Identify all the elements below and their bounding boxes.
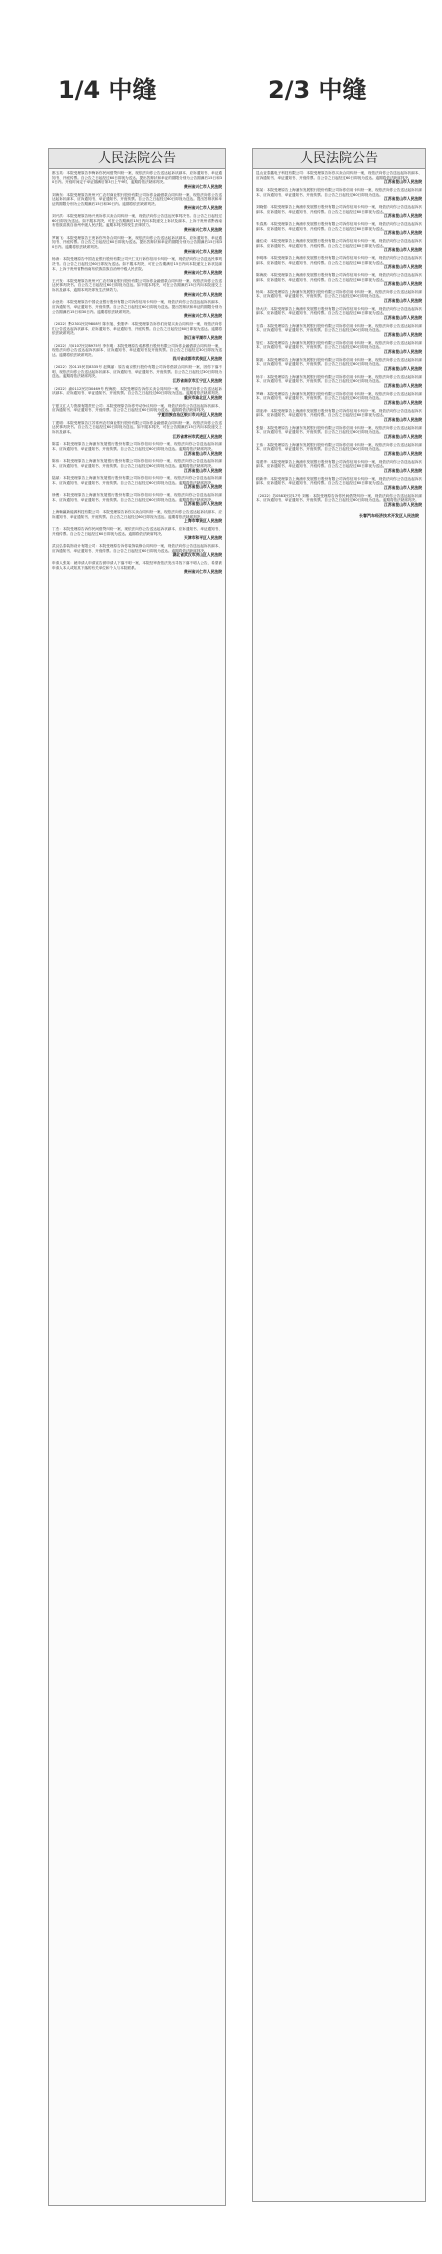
notice-court-signature: 江苏省昆山市人民法院 xyxy=(184,467,222,473)
notice-court-signature: 江苏省昆山市人民法院 xyxy=(384,264,422,270)
notice-item xyxy=(256,477,422,491)
notice-text: 都玉英：本院受理原告李梅诉你民间借贷纠纷一案，现依法向你公告送达起诉状副本、应诉通知书、举证通知书、开庭传票。自公告之日起经过60日即视为送达。提出答辩状和举证的期限分别为公告期满后15日和30日内。开庭时间定于举证期满后第3日上午9时，逾期将依法缺席判决。 xyxy=(52,171,222,185)
notice-text: 丁杰：本院受理原告诉你民间借贷纠纷一案，现依法向你公告送达起诉状副本、应诉通知书、举证通知书、开庭传票。自公告之日起经过60日即视为送达。逾期将依法缺席判决。 xyxy=(52,527,222,536)
notice-court-signature: 上海市奉贤区人民法院 xyxy=(184,518,222,524)
left-notice-list xyxy=(49,169,225,575)
notice-court-signature: 贵州省兴仁市人民法院 xyxy=(184,205,222,211)
left-column-title: 人民法院公告 xyxy=(49,149,225,169)
right-notice-list xyxy=(253,169,425,508)
notice-text: 杨凤：本院受理原告上海浦东发展银行股份有限公司诉你信用卡纠纷一案，现依法向你公告送达起诉状副本、应诉通知书、举证通知书、开庭传票。自公告之日起经过60日即视为送达。 xyxy=(256,289,422,299)
right-notice-column xyxy=(252,148,426,2202)
notice-text: 王兴发：本院受理原告贵州兴仁农村商业银行股份有限公司诉你金融借款合同纠纷一案，现依法向你公告送达民事判决书。自公告之日起经过60日即视为送达。如不服本判决，可在公告期满后15日内向本院递交上诉状及副本，逾期本判决即发生法律效力。 xyxy=(52,278,222,293)
notice-text: 陆斌：本院受理原告上海浦东发展银行股份有限公司诉你信用卡纠纷一案，现依法向你公告送达起诉状副本、应诉通知书、举证通知书、开庭传票。自公告之日起经过60日即视为送达。逾期将依法缺席判决。 xyxy=(52,476,222,485)
notice-court-signature: 江苏省昆山市人民法院 xyxy=(384,230,422,236)
notice-item xyxy=(256,324,422,338)
notice-court-signature: 浙江省平湖市人民法院 xyxy=(184,334,222,340)
notice-item xyxy=(52,459,222,473)
notice-text: 王伟：本院受理原告上海浦东发展银行股份有限公司诉你信用卡纠纷一案，现依法向你公告送达起诉状副本、应诉通知书、举证通知书、开庭传票。自公告之日起经过60日即视为送达。 xyxy=(256,442,422,452)
notice-text: 陈某：本院受理原告上海浦东发展银行股份有限公司诉你信用卡纠纷一案，现依法向你公告送达起诉状副本、应诉通知书、举证通知书、开庭传票。自公告之日起经过60日即视为送达。 xyxy=(256,187,422,197)
notice-text: 刘兴洪：本院受理原告杨兴贵诉你买卖合同纠纷一案，现依法向你公告送达民事判决书。自公告之日起经过60日即视为送达。如不服本判决，可在公告期满后15日内向本院递交上诉状及副本，上诉于贵州省黔西南布依族苗族自治州中级人民法院。逾期本判决即发生法律效力。 xyxy=(52,214,222,228)
notice-text: 杨涛：本院受理原告中国农业银行股份有限公司兴仁支行诉你信用卡纠纷一案，现依法向你公告送达民事判决书。自公告之日起经过60日即视为送达。如不服本判决，可在公告期满后15日内向本院递交上诉状及副本，上诉于贵州省黔西南布依族苗族自治州中级人民法院。 xyxy=(52,257,222,271)
notice-court-signature: 湖北省武汉市洪山区人民法院 xyxy=(172,552,222,558)
notice-court-signature: 江苏省昆山市人民法院 xyxy=(184,501,222,507)
notice-court-signature: 江苏省昆山市人民法院 xyxy=(384,247,422,253)
notice-item xyxy=(256,392,422,406)
notice-item xyxy=(256,341,422,355)
notice-item xyxy=(256,460,422,474)
header-right: 2/3 中缝 xyxy=(268,76,367,104)
notice-text: （2022）黔2301民初9808号 陈东旭、张继华：本院受理原告诉你们房屋买卖合同纠纷一案，现依法向你们公告送达起诉状副本、应诉通知书、举证通知书、开庭传票。自公告之日起经过60日即视为送达。逾期将依法缺席判决。 xyxy=(52,322,222,336)
notice-text: （2022）渝0112民初30469号 程海波：本院受理原告诉你买卖合同纠纷一案，现依法向你公告送达起诉状副本、应诉通知书、举证通知书、开庭传票。自公告之日起经过60日即视为送达。逾期将依法缺席判决。 xyxy=(52,386,222,396)
notice-court-signature: 江苏省昆山市人民法院 xyxy=(384,433,422,439)
notice-court-signature: 宁夏回族自治区银川市兴庆区人民法院 xyxy=(157,411,222,417)
notice-text: 陈雷：本院受理原告上海浦东发展银行股份有限公司诉你信用卡纠纷一案，现依法向你公告送达起诉状副本、应诉通知书、举证通知书、开庭传票。自公告之日起经过60日即视为送达。逾期将依法缺席判决。 xyxy=(52,442,222,451)
notice-text: 朱春燕：本院受理原告上海浦东发展银行股份有限公司诉你信用卡纠纷一案，现依法向你公告送达起诉状副本、应诉通知书、举证通知书、开庭传票。自公告之日起经过60日即视为送达。 xyxy=(256,221,422,231)
notice-text: 陈凯：本院受理原告上海浦东发展银行股份有限公司诉你信用卡纠纷一案，现依法向你公告送达起诉状副本、应诉通知书、举证通知书、开庭传票。自公告之日起经过60日即视为送达。 xyxy=(256,357,422,367)
notice-item xyxy=(52,236,222,255)
notice-item xyxy=(52,442,222,456)
notice-item xyxy=(52,279,222,298)
notice-item xyxy=(52,561,222,575)
notice-item xyxy=(52,365,222,384)
notice-text: 罗朝飞：本院受理原告王贵诉你劳务合同纠纷一案，现依法向你公告送达起诉状副本、应诉通知书、举证通知书、开庭传票。自公告之日起经过60日即视为送达。提出答辩状和举证的期限分别为公告期满后15日和30日内。逾期将依法缺席判决。 xyxy=(52,235,222,249)
notice-court-signature: 贵州省兴仁市人民法院 xyxy=(184,291,222,297)
notice-item xyxy=(256,239,422,253)
notice-court-signature: 江苏省昆山市人民法院 xyxy=(384,315,422,321)
notice-item xyxy=(52,171,222,190)
notice-court-signature: 江苏省昆山市人民法院 xyxy=(384,179,422,185)
notice-court-signature: 江苏省南京市江宁区人民法院 xyxy=(172,377,222,383)
notice-court-signature: 贵州省兴仁市人民法院 xyxy=(184,270,222,276)
notice-item xyxy=(52,476,222,490)
notice-court-signature: 贵州省兴仁市人民法院 xyxy=(184,313,222,319)
notice-item xyxy=(52,322,222,341)
notice-item xyxy=(256,426,422,440)
notice-court-signature: 江苏省昆山市人民法院 xyxy=(384,383,422,388)
notice-text: 陈伟：本院受理原告上海浦东发展银行股份有限公司诉你信用卡纠纷一案，现依法向你公告送达起诉状副本、应诉通知书、举证通知书、开庭传票。自公告之日起经过60日即视为送达。逾期将依法缺席判决。 xyxy=(52,459,222,468)
notice-item xyxy=(52,387,222,401)
notice-court-signature: 江苏省昆山市人民法院 xyxy=(384,501,422,507)
notice-text: 周建华：本院受理原告上海浦东发展银行股份有限公司诉你信用卡纠纷一案，现依法向你公告送达起诉状副本、应诉通知书、举证通知书、开庭传票。自公告之日起经过60日即视为送达。 xyxy=(256,459,422,469)
notice-item xyxy=(52,300,222,319)
notice-court-signature: 江苏省昆山市人民法院 xyxy=(384,213,422,219)
notice-court-signature: 江苏省昆山市人民法院 xyxy=(384,349,422,355)
notice-item xyxy=(256,205,422,219)
notice-court-signature: 江苏省常州市武进区人民法院 xyxy=(172,433,222,439)
notice-court-signature: 江苏省昆山市人民法院 xyxy=(384,332,422,338)
notice-text: 申请人张某：就申请人申请宣告被申请人下落不明一案，本院经审查依法发出寻找下落不明人公告，希望被申请人本人或知其下落的有关单位和个人与本院联系。 xyxy=(52,561,222,570)
notice-item xyxy=(256,273,422,287)
notice-item xyxy=(52,214,222,233)
notice-text: 张磊：本院受理原告上海浦东发展银行股份有限公司诉你信用卡纠纷一案，现依法向你公告送达起诉状副本、应诉通知书、举证通知书、开庭传票。自公告之日起经过60日即视为送达。 xyxy=(256,425,422,435)
notice-item xyxy=(256,256,422,270)
notice-item xyxy=(52,527,222,541)
notice-court-signature: 江苏省昆山市人民法院 xyxy=(384,196,422,202)
notice-text: 宁夏文汇人力资源有限责任公司：本院受理原告诉你劳动争议纠纷一案，现依法向你公告送达起诉状副本、应诉通知书、举证通知书、开庭传票。自公告之日起经过60日即视为送达。逾期将依法缺席判决。 xyxy=(52,403,222,413)
notice-court-signature: 贵州省兴仁市人民法院 xyxy=(184,183,222,189)
notice-court-signature: 江苏省昆山市人民法院 xyxy=(384,484,422,490)
notice-text: 罗峰：本院受理原告上海浦东发展银行股份有限公司诉你信用卡纠纷一案，现依法向你公告送达起诉状副本、应诉通知书、举证通知书、开庭传票。自公告之日起经过60日即视为送达。 xyxy=(256,391,422,401)
notice-court-signature: 贵州省兴仁市人民法院 xyxy=(184,248,222,254)
notice-court-signature: 江苏省昆山市人民法院 xyxy=(384,467,422,473)
notice-court-signature: 江苏省昆山市人民法院 xyxy=(384,450,422,456)
right-column-footer: 长春汽车经济技术开发区人民法院 xyxy=(359,512,419,518)
notice-court-signature: 江苏省昆山市人民法院 xyxy=(384,416,422,422)
notice-court-signature: 贵州省兴仁市人民法院 xyxy=(184,226,222,232)
notice-text: 杨宇：本院受理原告上海浦东发展银行股份有限公司诉你信用卡纠纷一案，现依法向你公告送达起诉状副本、应诉通知书、举证通知书、开庭传票。自公告之日起经过60日即视为送达。 xyxy=(256,374,422,384)
notice-court-signature: 四川省成都市武侯区人民法院 xyxy=(172,356,222,362)
notice-text: 陈海波：本院受理原告上海浦东发展银行股份有限公司诉你信用卡纠纷一案，现依法向你公告送达起诉状副本、应诉通知书、举证通知书、开庭传票。自公告之日起经过60日即视为送达。 xyxy=(256,272,422,282)
notice-item xyxy=(256,171,422,185)
notice-item xyxy=(256,307,422,321)
notice-text: 武汉弘泰装饰设计有限公司：本院受理原告诉你装饰装修合同纠纷一案，现依法向你公告送达起诉状副本、应诉通知书、举证通知书、开庭传票。自公告之日起经过60日即视为送达。逾期将依法缺席判决。 xyxy=(52,544,222,553)
notice-text: （2022）苏0583民初17号 刘敏：本院受理原告诉你民间借贷纠纷一案，现依法向你公告送达起诉状副本、应诉通知书、举证通知书、开庭传票。自公告之日起经过60日即视为送达。逾期将依法缺席判决。 xyxy=(256,493,422,503)
notice-text: 潘红成：本院受理原告上海浦东发展银行股份有限公司诉你信用卡纠纷一案，现依法向你公告送达起诉状副本、应诉通知书、举证通知书、开庭传票。自公告之日起经过60日即视为送达。 xyxy=(256,238,422,248)
notice-court-signature: 江苏省昆山市人民法院 xyxy=(184,484,222,490)
notice-court-signature: 重庆市渝北区人民法院 xyxy=(184,394,222,400)
notice-item xyxy=(52,510,222,524)
notice-item xyxy=(256,409,422,423)
notice-text: 管红：本院受理原告上海浦东发展银行股份有限公司诉你信用卡纠纷一案，现依法向你公告送达起诉状副本、应诉通知书、举证通知书、开庭传票。自公告之日起经过60日即视为送达。 xyxy=(256,340,422,350)
header-left: 1/4 中缝 xyxy=(58,76,157,104)
notice-text: 刘晓强：本院受理原告上海浦东发展银行股份有限公司诉你信用卡纠纷一案，现依法向你公告送达起诉状副本、应诉通知书、举证通知书、开庭传票。自公告之日起经过60日即视为送达。 xyxy=(256,204,422,214)
notice-item xyxy=(52,193,222,212)
notice-text: 丁建明：本院受理原告江苏常州农村商业银行股份有限公司诉你金融借款合同纠纷一案，现依法向你公告送达民事判决书。自公告之日起经过60日即视为送达。如不服本判决，可在公告期满后15日内向本院递交上诉状及副本。 xyxy=(52,420,222,434)
notice-item xyxy=(256,494,422,508)
notice-text: （2022）苏0115民初8335号 赵佩丽：原告南京银行股份有限公司诉你借款合同纠纷一案，因你下落不明，现依法向你公告送达起诉状副本、应诉通知书、举证通知书、开庭传票。自公告之日起经过30日即视为送达。逾期将依法缺席判决。 xyxy=(52,365,222,379)
notice-text: 徐大庆：本院受理原告上海浦东发展银行股份有限公司诉你信用卡纠纷一案，现依法向你公告送达起诉状副本、应诉通知书、举证通知书、开庭传票。自公告之日起经过60日即视为送达。 xyxy=(256,306,422,316)
left-notice-column xyxy=(48,148,226,2206)
notice-item xyxy=(52,344,222,363)
notice-text: 石春：本院受理原告上海浦东发展银行股份有限公司诉你信用卡纠纷一案，现依法向你公告送达起诉状副本、应诉通知书、举证通知书、开庭传票。自公告之日起经过60日即视为送达。 xyxy=(256,323,422,333)
notice-text: 李明珠：本院受理原告上海浦东发展银行股份有限公司诉你信用卡纠纷一案，现依法向你公告送达起诉状副本、应诉通知书、举证通知书、开庭传票。自公告之日起经过60日即视为送达。 xyxy=(256,255,422,265)
notice-text: 徐俊：本院受理原告上海浦东发展银行股份有限公司诉你信用卡纠纷一案，现依法向你公告送达起诉状副本、应诉通知书、举证通知书、开庭传票。自公告之日起经过60日即视为送达。逾期将依法缺席判决。 xyxy=(52,493,222,502)
notice-item xyxy=(256,222,422,236)
notice-text: 刘海东：本院受理原告贵州兴仁农村商业银行股份有限公司诉你金融借款合同纠纷一案，现依法向你公告送达起诉状副本、应诉通知书、举证通知书、开庭传票。自公告之日起经过60日即视为送达。提出答辩状和举证的期限分别为公告期满后15日和30日内。逾期将依法缺席判决。 xyxy=(52,192,222,206)
notice-item xyxy=(52,404,222,418)
notice-text: 昆山亚泰鑫电子科技有限公司：本院受理原告诉你买卖合同纠纷一案，现依法向你公告送达起诉状副本、应诉通知书、举证通知书、开庭传票。自公告之日起经过60日即视为送达。逾期将依法缺席判决。 xyxy=(256,171,422,180)
notice-court-signature: 江苏省昆山市人民法院 xyxy=(384,399,422,405)
notice-court-signature: 江苏省昆山市人民法院 xyxy=(384,366,422,372)
notice-court-signature: 江苏省昆山市人民法院 xyxy=(184,450,222,456)
notice-court-signature: 贵州省兴仁市人民法院 xyxy=(184,569,222,575)
notice-item xyxy=(256,443,422,457)
notice-item xyxy=(256,358,422,372)
notice-court-signature: 天津市和平区人民法院 xyxy=(184,535,222,541)
notice-text: 余登美：本院受理原告中国农业银行股份有限公司诉你信用卡纠纷一案，现依法向你公告送达起诉状副本、应诉通知书、举证通知书、开庭传票。自公告之日起经过60日即视为送达。提出答辩状和举证的期限分别为公告期满后15日和30日内。逾期将依法缺席判决。 xyxy=(52,300,222,314)
notice-item xyxy=(256,290,422,304)
right-column-title: 人民法院公告 xyxy=(253,149,425,169)
notice-item xyxy=(256,375,422,389)
notice-item xyxy=(52,544,222,558)
notice-court-signature: 江苏省昆山市人民法院 xyxy=(384,281,422,287)
notice-item xyxy=(256,188,422,202)
notice-item xyxy=(52,421,222,440)
notice-court-signature: 江苏省昆山市人民法院 xyxy=(384,298,422,304)
notice-item xyxy=(52,493,222,507)
notice-text: 上海畅赢新能源科技有限公司：本院受理原告诉你买卖合同纠纷一案，现依法向你公告送达起诉状副本、应诉通知书、举证通知书、开庭传票。自公告之日起经过60日即视为送达。逾期将依法缺席判决。 xyxy=(52,510,222,519)
notice-text: 顾新华：本院受理原告上海浦东发展银行股份有限公司诉你信用卡纠纷一案，现依法向你公告送达起诉状副本、应诉通知书、举证通知书、开庭传票。自公告之日起经过60日即视为送达。 xyxy=(256,476,422,486)
notice-text: （2022）川0107民初8975号 李东明：本院受理原告成都银行股份有限公司诉你金融借款合同纠纷一案，现依法向你公告送达起诉状副本、应诉通知书、举证通知书及开庭传票。自公告之日起经过30日即视为送达。逾期将依法缺席判决。 xyxy=(52,343,222,357)
notice-item xyxy=(52,257,222,276)
notice-text: 胡亚涛：本院受理原告上海浦东发展银行股份有限公司诉你信用卡纠纷一案，现依法向你公告送达起诉状副本、应诉通知书、举证通知书、开庭传票。自公告之日起经过60日即视为送达。 xyxy=(256,408,422,418)
